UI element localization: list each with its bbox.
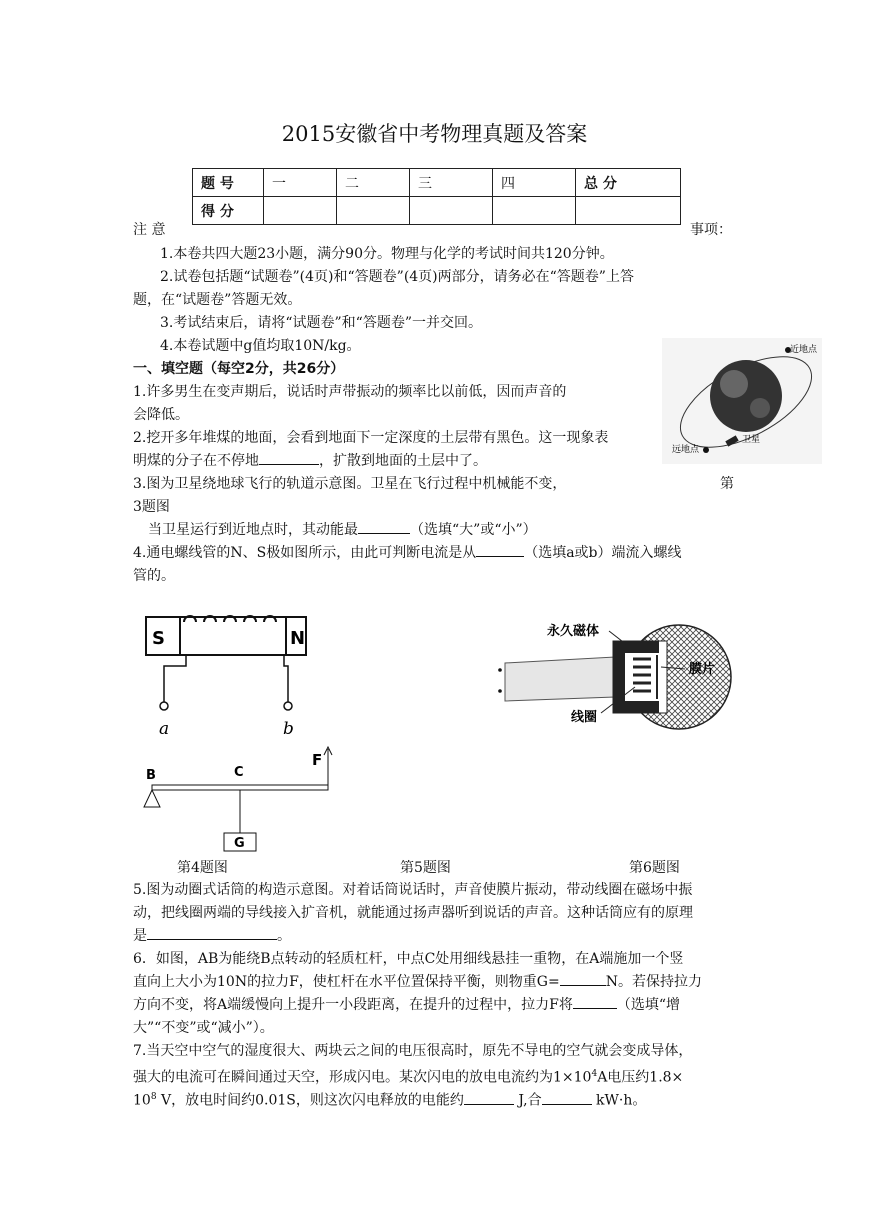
- lever-bar: [152, 785, 328, 790]
- microphone-handle: [505, 657, 615, 701]
- solenoid-core: [146, 617, 306, 655]
- answer-blank[interactable]: [358, 519, 410, 534]
- score-table: [192, 168, 681, 225]
- q5-line1: 5.图为动圈式话筒的构造示意图。对着话筒说话时，声音使膜片振动，带动线圈在磁场中振: [133, 882, 693, 898]
- weight-g-label: G: [234, 836, 245, 851]
- earth-globe: [710, 360, 782, 432]
- force-f-label: F: [312, 751, 323, 769]
- q7-line3: $10^8$ V，放电时间约0.01S，则这次闪电释放的电能约 J,合 kW·h。: [133, 1086, 646, 1112]
- point-c-label: C: [234, 765, 244, 780]
- table-cell: 三: [410, 169, 493, 197]
- q6-line2: 直向上大小为10N的拉力F，使杠杆在水平位置保持平衡，则物重G= N。若保持拉力: [133, 971, 702, 993]
- answer-blank[interactable]: [464, 1090, 514, 1105]
- table-cell: [337, 197, 410, 225]
- notice-left: 注 意: [133, 222, 166, 238]
- q3-line1: 3.图为卫星绕地球飞行的轨道示意图。卫星在飞行过程中机械能不变，: [133, 476, 567, 492]
- q6-line4: 大”“不变”或“减小”）。: [133, 1020, 274, 1036]
- answer-blank[interactable]: [147, 925, 277, 940]
- q3-fig-ref-2: 3题图: [133, 499, 170, 515]
- pivot-triangle: [144, 790, 160, 807]
- pole-s-label: S: [152, 628, 165, 649]
- answer-blank[interactable]: [259, 450, 319, 465]
- magnet-block: [625, 701, 659, 713]
- lead-wires: [164, 655, 288, 702]
- table-cell: 得 分: [193, 197, 264, 225]
- terminal-b-label: b: [283, 719, 294, 739]
- q6-line1: 6．如图，AB为能绕B点转动的轻质杠杆，中点C处用细线悬挂一重物，在A端施加一个竖: [133, 951, 684, 967]
- answer-blank[interactable]: [476, 542, 524, 557]
- caption-fig5: 第5题图: [400, 860, 451, 876]
- table-cell: [576, 197, 681, 225]
- q7-line1: 7.当天空中空气的湿度很大、两块云之间的电压很高时，原先不导电的空气就会变成导体，: [133, 1043, 693, 1059]
- satellite-label: 卫星: [742, 435, 761, 445]
- rule-4: 4.本卷试题中g值均取10N/kg。: [160, 338, 361, 354]
- q2-line1: 2.挖开多年堆煤的地面，会看到地面下一定深度的土层带有黑色。这一现象表: [133, 430, 609, 446]
- q5-line2: 动，把线圈两端的导线接入扩音机，就能通过扬声器听到说话的声音。这种话筒应有的原理: [133, 905, 693, 921]
- rule-2: 2.试卷包括题“试题卷”(4页)和“答题卷”(4页)两部分，请务必在“答题卷”上答: [160, 269, 634, 285]
- rule-2-cont: 题，在“试题卷”答题无效。: [133, 292, 302, 308]
- table-cell: 四: [493, 169, 576, 197]
- terminal-b: [284, 702, 292, 710]
- table-cell: 题 号: [193, 169, 264, 197]
- solenoid-figure: [138, 610, 318, 740]
- magnet-block: [625, 641, 659, 653]
- lead-dot: [498, 689, 502, 693]
- page-title: 2015安徽省中考物理真题及答案: [281, 122, 588, 146]
- earth-landmass: [750, 398, 770, 418]
- table-cell: 总 分: [576, 169, 681, 197]
- caption-fig6: 第6题图: [629, 860, 680, 876]
- earth-landmass: [720, 370, 748, 398]
- coil-label: 线圈: [571, 710, 598, 725]
- near-point-label: 远地点: [672, 445, 700, 455]
- q1-line2: 会降低。: [133, 407, 189, 423]
- notice-right: 事项：: [690, 222, 732, 238]
- answer-blank[interactable]: [560, 971, 606, 986]
- caption-fig4: 第4题图: [177, 860, 228, 876]
- rule-1: 1.本卷共四大题23小题，满分90分。物理与化学的考试时间共120分钟。: [160, 246, 614, 262]
- pole-n-label: N: [290, 628, 306, 649]
- lever-figure: [138, 745, 338, 857]
- q6-line3: 方向不变，将A端缓慢向上提升一小段距离，在提升的过程中，拉力F将 （选填“增: [133, 994, 680, 1016]
- q4-line2: 管的。: [133, 568, 175, 584]
- far-point-label: 近地点: [790, 345, 818, 355]
- table-cell: [410, 197, 493, 225]
- point-b-label: B: [146, 768, 156, 783]
- answer-blank[interactable]: [542, 1090, 592, 1105]
- q7-line2: 强大的电流可在瞬间通过天空，形成闪电。某次闪电的放电电流约为$1\times 10^4A$电压约1.8×: [133, 1069, 684, 1086]
- magnet-label: 永久磁体: [547, 624, 600, 639]
- table-row: [193, 197, 681, 225]
- q4-line1: 4.通电螺线管的N、S极如图所示，由此可判断电流是从 （选填a或b）端流入螺线: [133, 542, 682, 564]
- table-row: [193, 169, 681, 197]
- q1-line1: 1.许多男生在变声期后，说话时声带振动的频率比以前低，因而声音的: [133, 384, 567, 400]
- diaphragm-label: 膜片: [689, 662, 716, 677]
- answer-blank[interactable]: [573, 994, 617, 1009]
- satellite-orbit-figure: [662, 338, 822, 464]
- terminal-a-label: a: [159, 719, 170, 739]
- q2-line2: 明煤的分子在不停地 ，扩散到地面的土层中了。: [133, 450, 487, 472]
- section-heading: 一、填空题（每空2分，共26分）: [133, 361, 345, 377]
- rule-3: 3.考试结束后，请将“试题卷”和“答题卷”一并交回。: [160, 315, 482, 331]
- table-cell: 一: [264, 169, 337, 197]
- q5-line3: 是 。: [133, 925, 291, 947]
- near-point-dot: [703, 447, 709, 453]
- lead-dot: [498, 668, 502, 672]
- table-cell: [264, 197, 337, 225]
- q3-line3: 当卫星运行到近地点时，其动能最 （选填“大”或“小”）: [148, 519, 537, 541]
- q3-fig-ref: 第: [720, 476, 734, 492]
- microphone-figure: [495, 615, 745, 730]
- terminal-a: [160, 702, 168, 710]
- table-cell: 二: [337, 169, 410, 197]
- table-cell: [493, 197, 576, 225]
